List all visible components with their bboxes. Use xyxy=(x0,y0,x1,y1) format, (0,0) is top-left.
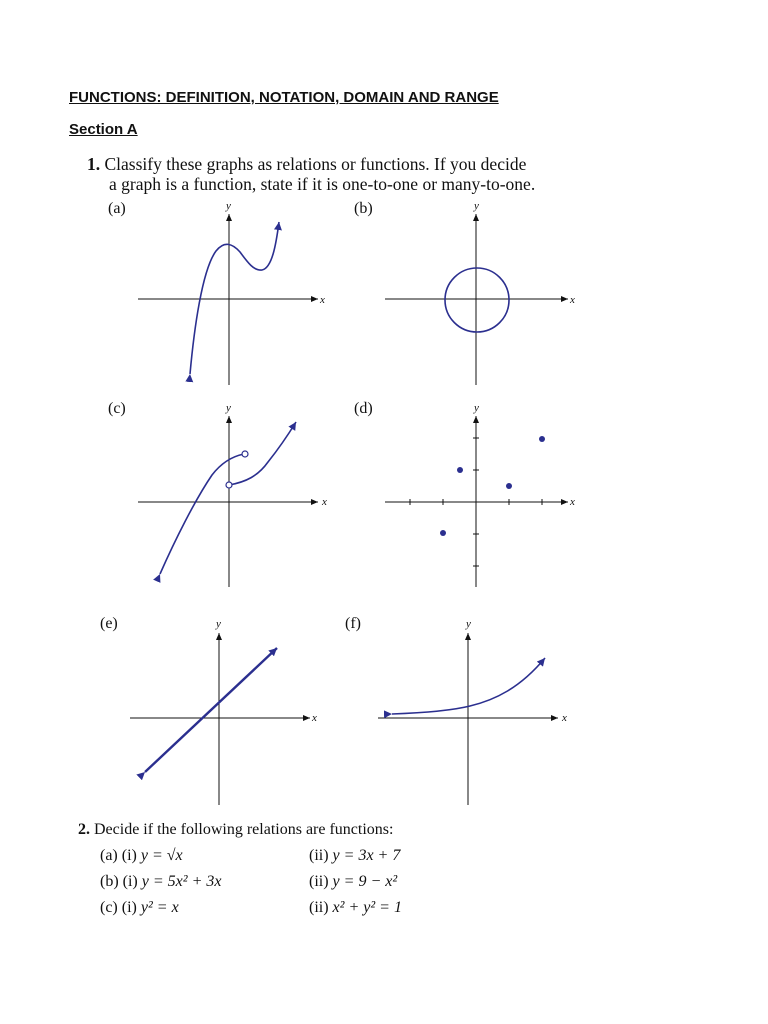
row-a-part: (a) xyxy=(100,847,118,864)
graph-c-open-point-lower xyxy=(226,482,232,488)
question-2-row-c-ii xyxy=(309,899,402,917)
graph-e xyxy=(130,633,310,805)
graph-d-point xyxy=(506,483,512,489)
graph-f-y-axis-label: y xyxy=(466,618,471,630)
graph-e-y-axis-label: y xyxy=(216,618,221,630)
graph-a-curve xyxy=(190,222,279,374)
graph-b xyxy=(385,214,568,385)
graph-a-x-axis-label: x xyxy=(320,294,325,306)
graph-e-x-axis-label: x xyxy=(312,712,317,724)
row-a-i-expression: y = √x xyxy=(140,847,183,864)
graph-a-y-axis-label: y xyxy=(226,200,231,212)
section-heading: Section A xyxy=(69,121,138,138)
graph-e-label: (e) xyxy=(100,615,118,632)
question-2-prompt: Decide if the following relations are functions: xyxy=(94,821,394,838)
row-b-i-label: (i) xyxy=(122,873,138,890)
graph-c-curve-left xyxy=(160,454,244,574)
graph-d-x-axis-label: x xyxy=(570,496,575,508)
graph-c-open-point-upper xyxy=(242,451,248,457)
graph-b-x-axis-label: x xyxy=(570,294,575,306)
question-1-text-line-2: a graph is a function, state if it is one-to-one or many-to-one. xyxy=(109,174,536,194)
document-title: FUNCTIONS: DEFINITION, NOTATION, DOMAIN AND RANGE xyxy=(69,89,499,106)
row-c-ii-label: (ii) xyxy=(309,899,329,916)
row-a-ii-expression: y = 3x + 7 xyxy=(332,847,401,864)
graph-b-y-axis-label: y xyxy=(474,200,479,212)
graph-d xyxy=(385,416,568,587)
graph-c xyxy=(138,416,318,587)
graph-d-label: (d) xyxy=(354,400,373,417)
graph-a-label: (a) xyxy=(108,200,126,217)
graph-c-label: (c) xyxy=(108,400,126,417)
graph-d-point xyxy=(539,436,545,442)
row-b-i-expression: y = 5x² + 3x xyxy=(141,873,222,890)
row-c-i-expression: y² = x xyxy=(140,899,179,916)
graph-f xyxy=(378,633,558,805)
graph-a xyxy=(138,214,318,385)
graph-d-point xyxy=(440,530,446,536)
row-a-ii-label: (ii) xyxy=(309,847,329,864)
graph-b-circle xyxy=(445,268,509,332)
row-a-i-label: (i) xyxy=(121,847,137,864)
question-2-row-a-ii xyxy=(309,847,400,865)
graph-c-x-axis-label: x xyxy=(322,496,327,508)
question-1-text-line-1: Classify these graphs as relations or functions. If you decide xyxy=(104,154,527,174)
question-1-number: 1. xyxy=(87,154,101,174)
question-2-line xyxy=(78,821,393,839)
graph-e-line xyxy=(145,648,277,772)
graph-b-label: (b) xyxy=(354,200,373,217)
row-c-i-label: (i) xyxy=(121,899,137,916)
row-c-part: (c) xyxy=(100,899,118,916)
row-c-ii-expression: x² + y² = 1 xyxy=(332,899,402,916)
row-b-ii-label: (ii) xyxy=(309,873,329,890)
question-2-row-b xyxy=(100,873,221,891)
question-2-row-c xyxy=(100,899,179,917)
graph-f-label: (f) xyxy=(345,615,361,632)
graph-d-y-axis-label: y xyxy=(474,402,479,414)
graph-c-curve-right xyxy=(229,422,296,485)
graph-c-y-axis-label: y xyxy=(226,402,231,414)
question-2-row-b-ii xyxy=(309,873,397,891)
row-b-part: (b) xyxy=(100,873,119,890)
question-2-number: 2. xyxy=(78,821,90,838)
question-2-row-a xyxy=(100,847,183,865)
row-b-ii-expression: y = 9 − x² xyxy=(332,873,398,890)
graph-d-point xyxy=(457,467,463,473)
graph-f-x-axis-label: x xyxy=(562,712,567,724)
